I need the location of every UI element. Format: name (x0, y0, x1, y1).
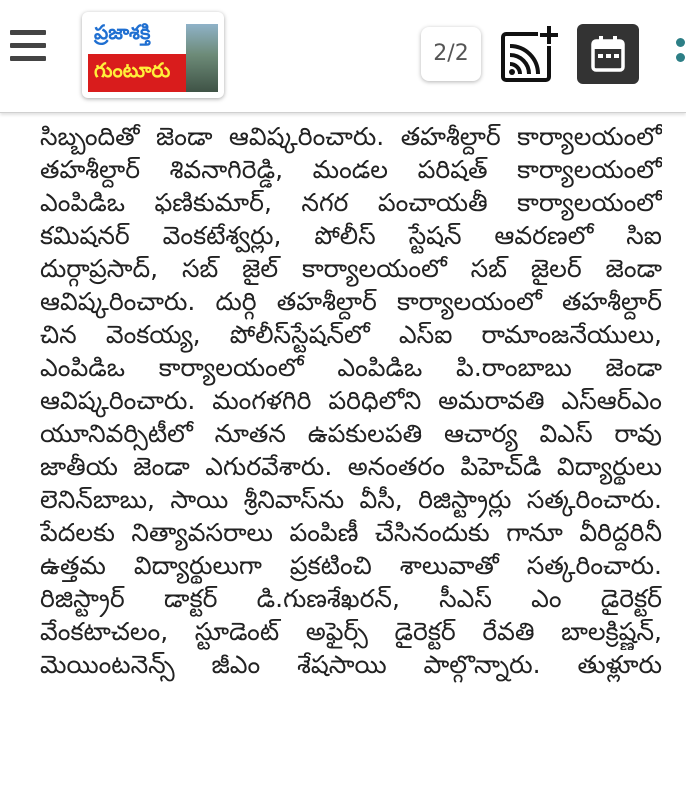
logo-photo (186, 24, 218, 92)
more-vertical-icon[interactable] (676, 38, 686, 78)
edition-logo[interactable] (82, 12, 224, 98)
logo-image (88, 18, 218, 92)
logo-title: ప్రజాశక్తి (94, 20, 151, 44)
top-toolbar (0, 0, 686, 113)
article-line: ఆవిష్కరించారు. మంగళగిరి పరిధిలోని అమరావతి ఎస్‌ఆర్‌ఎం (40, 386, 662, 415)
article-line: వేంకటాచలం, స్టూడెంట్ అఫైర్స్ డైరెక్టర్ రేవతి బాలక్రిష్ణన్, (40, 617, 662, 646)
article-line: ఉత్తమ విద్యార్థులుగా ప్రకటించి శాలువాతో సత్కరించారు. (40, 551, 662, 580)
logo-subtitle: గుంటూరు (94, 58, 171, 82)
calendar-icon (591, 36, 625, 72)
hamburger-menu-icon[interactable] (10, 30, 46, 64)
article-line: కమిషనర్ వెంకటేశ్వర్లు, పోలీస్ స్టేషన్ ఆవరణలో సిఐ (40, 221, 662, 250)
article-line: యూనివర్సిటీలో నూతన ఉపకులపతి ఆచార్య విఎస్ రావు (40, 419, 662, 448)
calendar-button[interactable] (577, 24, 639, 84)
article-line-cut (40, 682, 662, 716)
article-line: రిజిస్ట్రార్ డాక్టర్ డి.గుణశేఖరన్, సీఎస్ ఎం డైరెక్టర్ (40, 584, 662, 613)
article-line: పేదలకు నిత్యావసరాలు పంపిణీ చేసినందుకు గానూ వీరిద్దరినీ (40, 518, 662, 547)
article-line: తహశీల్దార్ శివనాగిరెడ్డి, మండల పరిషత్ కార్యాలయంలో (40, 155, 662, 184)
page-indicator[interactable]: 2/2 (421, 27, 481, 81)
article-line: మెయింటనెన్స్ జీఎం శేషసాయి పాల్గొన్నారు. తుళ్లూరు (40, 650, 662, 679)
article-line: ఎంపిడిఒ కార్యాలయంలో ఎంపిడిఒ పి.రాంబాబు జెండా (40, 353, 662, 382)
article-line: చిన వెంకయ్య, పోలీస్‌స్టేషన్‌లో ఎస్‌ఐ రామాంజనేయులు, (40, 320, 662, 349)
article-line: ఎంపిడిఒ ఫణికుమార్, నగర పంచాయతీ కార్యాలయంలో (40, 188, 662, 217)
rss-plus-icon[interactable] (500, 24, 560, 84)
article-line: దుర్గాప్రసాద్, సబ్ జైల్ కార్యాలయంలో సబ్ జైలర్ జెండా (40, 254, 662, 283)
article-line: జాతీయ జెండా ఎగురవేశారు. అనంతరం పిహెచ్‌డి విద్యార్థులు (40, 452, 662, 481)
article-line: లెనిన్‌బాబు, సాయి శ్రీనివాస్‌ను వీసీ, రిజిస్ట్రార్లు సత్కరించారు. (40, 485, 662, 514)
article-line: ఆవిష్కరించారు. దుర్గి తహశీల్దార్ కార్యాలయంలో తహశీల్దార్ (40, 287, 662, 316)
article-body (0, 112, 686, 801)
article-line: సిబ్బందితో జెండా ఆవిష్కరించారు. తహశీల్దార్ కార్యాలయంలో (40, 122, 662, 151)
